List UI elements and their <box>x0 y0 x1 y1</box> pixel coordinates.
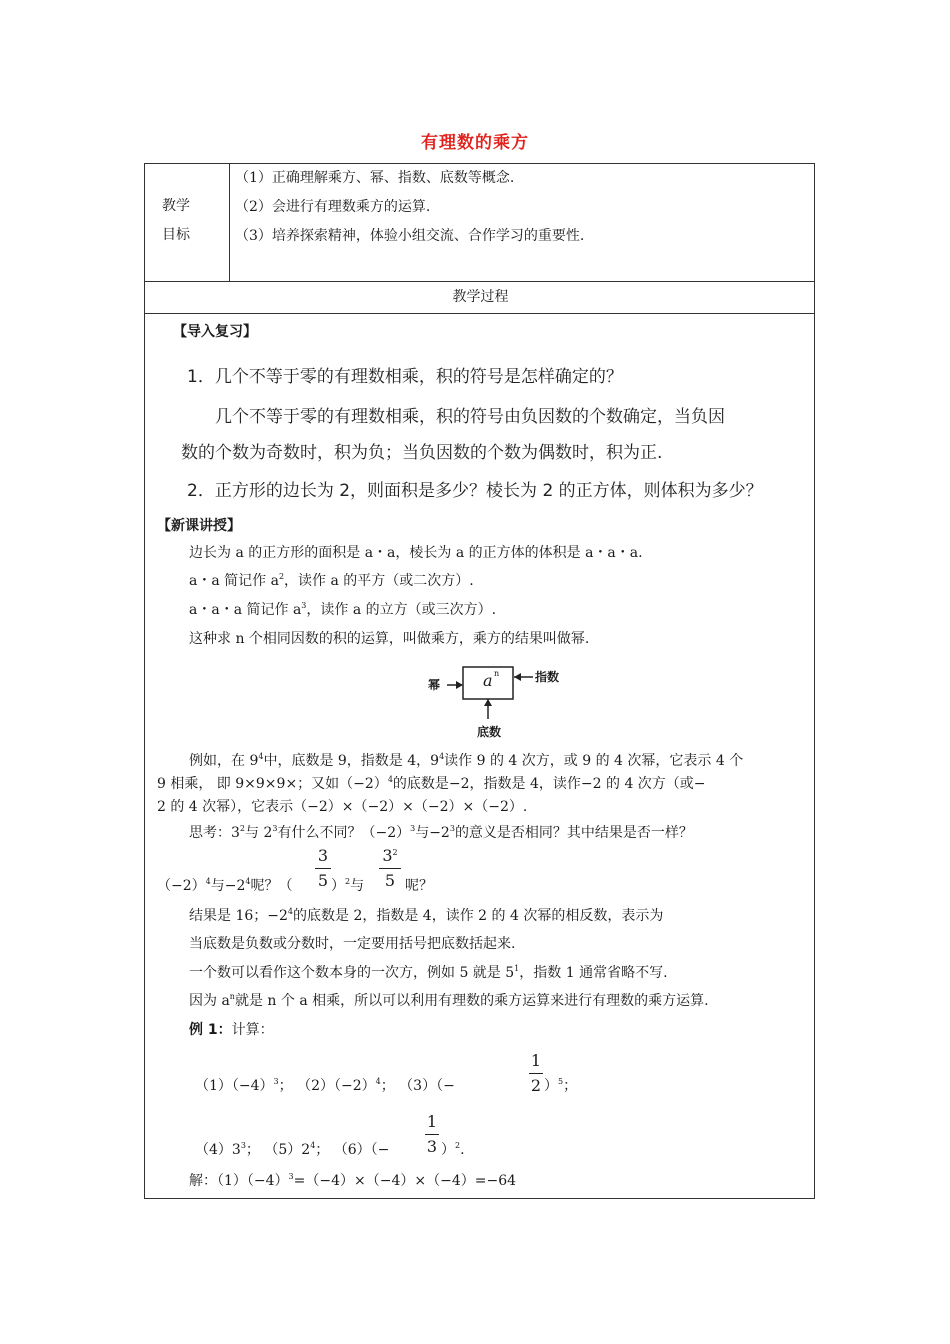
superscript: 4 <box>245 877 251 886</box>
superscript: 3 <box>288 1172 294 1181</box>
text-run: 与−2 <box>210 878 246 894</box>
text-run: ） <box>441 1142 455 1158</box>
superscript: 4 <box>310 1141 316 1150</box>
fraction-bar <box>529 1073 543 1074</box>
fraction-one-third <box>425 1112 439 1157</box>
text-run: 例 1： <box>189 1022 232 1038</box>
lesson-heading: 【新课讲授】 <box>157 518 241 534</box>
text-run: 与 <box>350 878 365 894</box>
superscript: 3 <box>410 824 416 833</box>
lesson-text: 这种求 n 个相同因数的积的运算，叫做乘方，乘方的结果叫做幂. <box>189 631 590 647</box>
think-text <box>189 824 693 842</box>
superscript: 4 <box>387 775 393 784</box>
text-run: 例如，在 9 <box>189 753 259 769</box>
objective-item: （2）会进行有理数乘方的运算. <box>235 199 431 215</box>
superscript: 2 <box>392 848 398 857</box>
text-run: ； （2）（−2） <box>278 1078 376 1094</box>
text-run: . <box>460 1142 465 1158</box>
fraction-denominator: 2 <box>530 1076 542 1095</box>
fraction-bar <box>379 868 401 869</box>
text-run: =（−4）×（−4）×（−4）=−64 <box>293 1173 517 1189</box>
diagram-exponent-label: 指数 <box>535 670 560 684</box>
superscript: 4 <box>375 1077 381 1086</box>
example-text <box>157 775 706 793</box>
text-run: 的意义是否相同？其中结果是否一样？ <box>454 825 693 841</box>
superscript: n <box>229 992 235 1001</box>
fraction-bar <box>315 868 331 869</box>
process-header: 教学过程 <box>452 289 509 305</box>
fraction-three-fifths <box>315 846 331 891</box>
superscript: 3 <box>449 824 455 833</box>
fraction-numerator <box>379 846 401 866</box>
text-run: ） <box>544 1078 558 1094</box>
text-run: 9 相乘， 即 9×9×9×；又如（−2） <box>157 776 388 792</box>
example-text <box>189 752 743 770</box>
superscript: 2 <box>278 572 285 581</box>
superscript: 3 <box>273 1077 279 1086</box>
superscript: 3 <box>272 824 278 833</box>
objectives-label-2: 目标 <box>162 227 190 243</box>
text-run: 的底数是−2，指数是 4，读作−2 的 4 次方（或− <box>392 776 706 792</box>
row-divider <box>145 313 814 314</box>
example-row <box>544 1077 577 1095</box>
objective-item: （3）培养探索精神，体验小组交流、合作学习的重要性. <box>235 228 585 244</box>
superscript: 5 <box>558 1077 564 1086</box>
superscript: 4 <box>439 752 445 761</box>
review-answer-1: 几个不等于零的有理数相乘，积的符号由负因数的个数确定，当负因 <box>215 407 725 427</box>
fraction-denominator: 3 <box>426 1137 438 1156</box>
text-run: 中，底数是 9，指数是 4，9 <box>263 753 440 769</box>
fraction-denominator: 5 <box>317 871 329 890</box>
example-text: 2 的 4 次幂），它表示（−2）×（−2）×（−2）×（−2）. <box>157 799 528 815</box>
lesson-table <box>144 163 815 1199</box>
example-row <box>195 1141 389 1159</box>
text-run: 思考：3 <box>189 825 240 841</box>
text-run: ） <box>331 878 345 894</box>
lesson-text: 边长为 a 的正方形的面积是 a・a，棱长为 a 的正方体的体积是 a・a・a. <box>189 545 643 561</box>
lesson-text <box>189 907 663 925</box>
text-run: ，指数 1 通常省略不写. <box>519 965 668 981</box>
fraction-denominator: 5 <box>384 871 396 890</box>
fraction-numerator: 1 <box>530 1051 542 1070</box>
example-label <box>189 1021 274 1039</box>
fraction-one-half <box>529 1051 543 1096</box>
power-arrow-head <box>456 681 463 689</box>
review-heading: 【导入复习】 <box>173 324 257 340</box>
lesson-text <box>189 601 496 619</box>
text-run: a・a 简记作 a <box>189 573 279 589</box>
text-run: 计算： <box>231 1022 274 1038</box>
text-run: 一个数可以看作这个数本身的一次方，例如 5 就是 5 <box>189 965 515 981</box>
page-title: 有理数的乘方 <box>421 133 529 153</box>
diagram-exponent-letter: n <box>494 669 500 678</box>
text-run: 结果是 16；−2 <box>189 908 288 924</box>
fraction-bar <box>425 1134 439 1135</box>
text-run: 3 <box>382 846 393 865</box>
fraction-numerator: 1 <box>426 1112 438 1131</box>
text-run: 读作 9 的 4 次方，或 9 的 4 次幂，它表示 4 个 <box>444 753 744 769</box>
row-divider <box>145 281 814 282</box>
superscript: 3 <box>301 601 307 610</box>
think-text <box>157 877 292 895</box>
superscript: 3 <box>240 1141 246 1150</box>
text-run: 与−2 <box>415 825 450 841</box>
column-divider <box>229 164 230 281</box>
think-text: 呢？ <box>405 878 433 894</box>
think-text <box>331 877 364 895</box>
diagram-base-letter: a <box>483 671 493 690</box>
text-run: ，读作 a 的平方（或二次方）. <box>284 573 474 589</box>
base-arrow-head <box>484 699 492 706</box>
superscript: 4 <box>205 877 211 886</box>
review-question-1: 1．几个不等于零的有理数相乘，积的符号是怎样确定的？ <box>187 367 623 387</box>
objective-item: （1）正确理解乘方、幂、指数、底数等概念. <box>235 170 515 186</box>
superscript: 2 <box>455 1141 461 1150</box>
lesson-text <box>189 964 668 982</box>
text-run: 因为 a <box>189 993 230 1009</box>
text-run: 的底数是 2，指数是 4，读作 2 的 4 次幂的相反数，表示为 <box>293 908 664 924</box>
review-question-2: 2．正方形的边长为 2，则面积是多少？棱长为 2 的正方体，则体积为多少？ <box>187 481 763 501</box>
objectives-label-1: 教学 <box>162 198 190 214</box>
superscript: 2 <box>239 824 246 833</box>
diagram-power-label: 幂 <box>428 678 441 692</box>
lesson-text <box>189 992 709 1010</box>
text-run: ； （3）（− <box>380 1078 455 1094</box>
text-run: 就是 n 个 a 相乘，所以可以利用有理数的乘方运算来进行有理数的乘方运算. <box>234 993 709 1009</box>
text-run: ； （5）2 <box>245 1142 311 1158</box>
solution-text <box>189 1172 516 1190</box>
text-run: ； （6）（− <box>315 1142 390 1158</box>
fraction-three-squared-over-five <box>379 846 401 891</box>
superscript: 4 <box>287 907 293 916</box>
diagram-base-label: 底数 <box>477 725 502 739</box>
text-run: ，读作 a 的立方（或三次方）. <box>306 602 497 618</box>
superscript: 1 <box>514 964 520 973</box>
text-run: 呢？（ <box>250 878 293 894</box>
text-run: ； <box>563 1078 578 1094</box>
exponent-arrow-head <box>514 673 521 681</box>
lesson-text <box>189 572 474 590</box>
superscript: 2 <box>345 877 351 886</box>
superscript: 4 <box>258 752 264 761</box>
text-run: 解：（1）（−4） <box>189 1173 289 1189</box>
review-answer-1-cont: 数的个数为奇数时，积为负；当负因数的个数为偶数时，积为正. <box>181 443 663 463</box>
text-run: 有什么不同？（−2） <box>277 825 411 841</box>
text-run: （1）（−4） <box>195 1078 274 1094</box>
text-run: （4）3 <box>195 1142 241 1158</box>
text-run: 与 2 <box>245 825 273 841</box>
lesson-text: 当底数是负数或分数时，一定要用括号把底数括起来. <box>189 936 516 952</box>
fraction-numerator: 3 <box>317 846 329 865</box>
example-row <box>195 1077 455 1095</box>
example-row <box>441 1141 465 1159</box>
text-run: （−2） <box>157 878 206 894</box>
text-run: a・a・a 简记作 a <box>189 602 302 618</box>
